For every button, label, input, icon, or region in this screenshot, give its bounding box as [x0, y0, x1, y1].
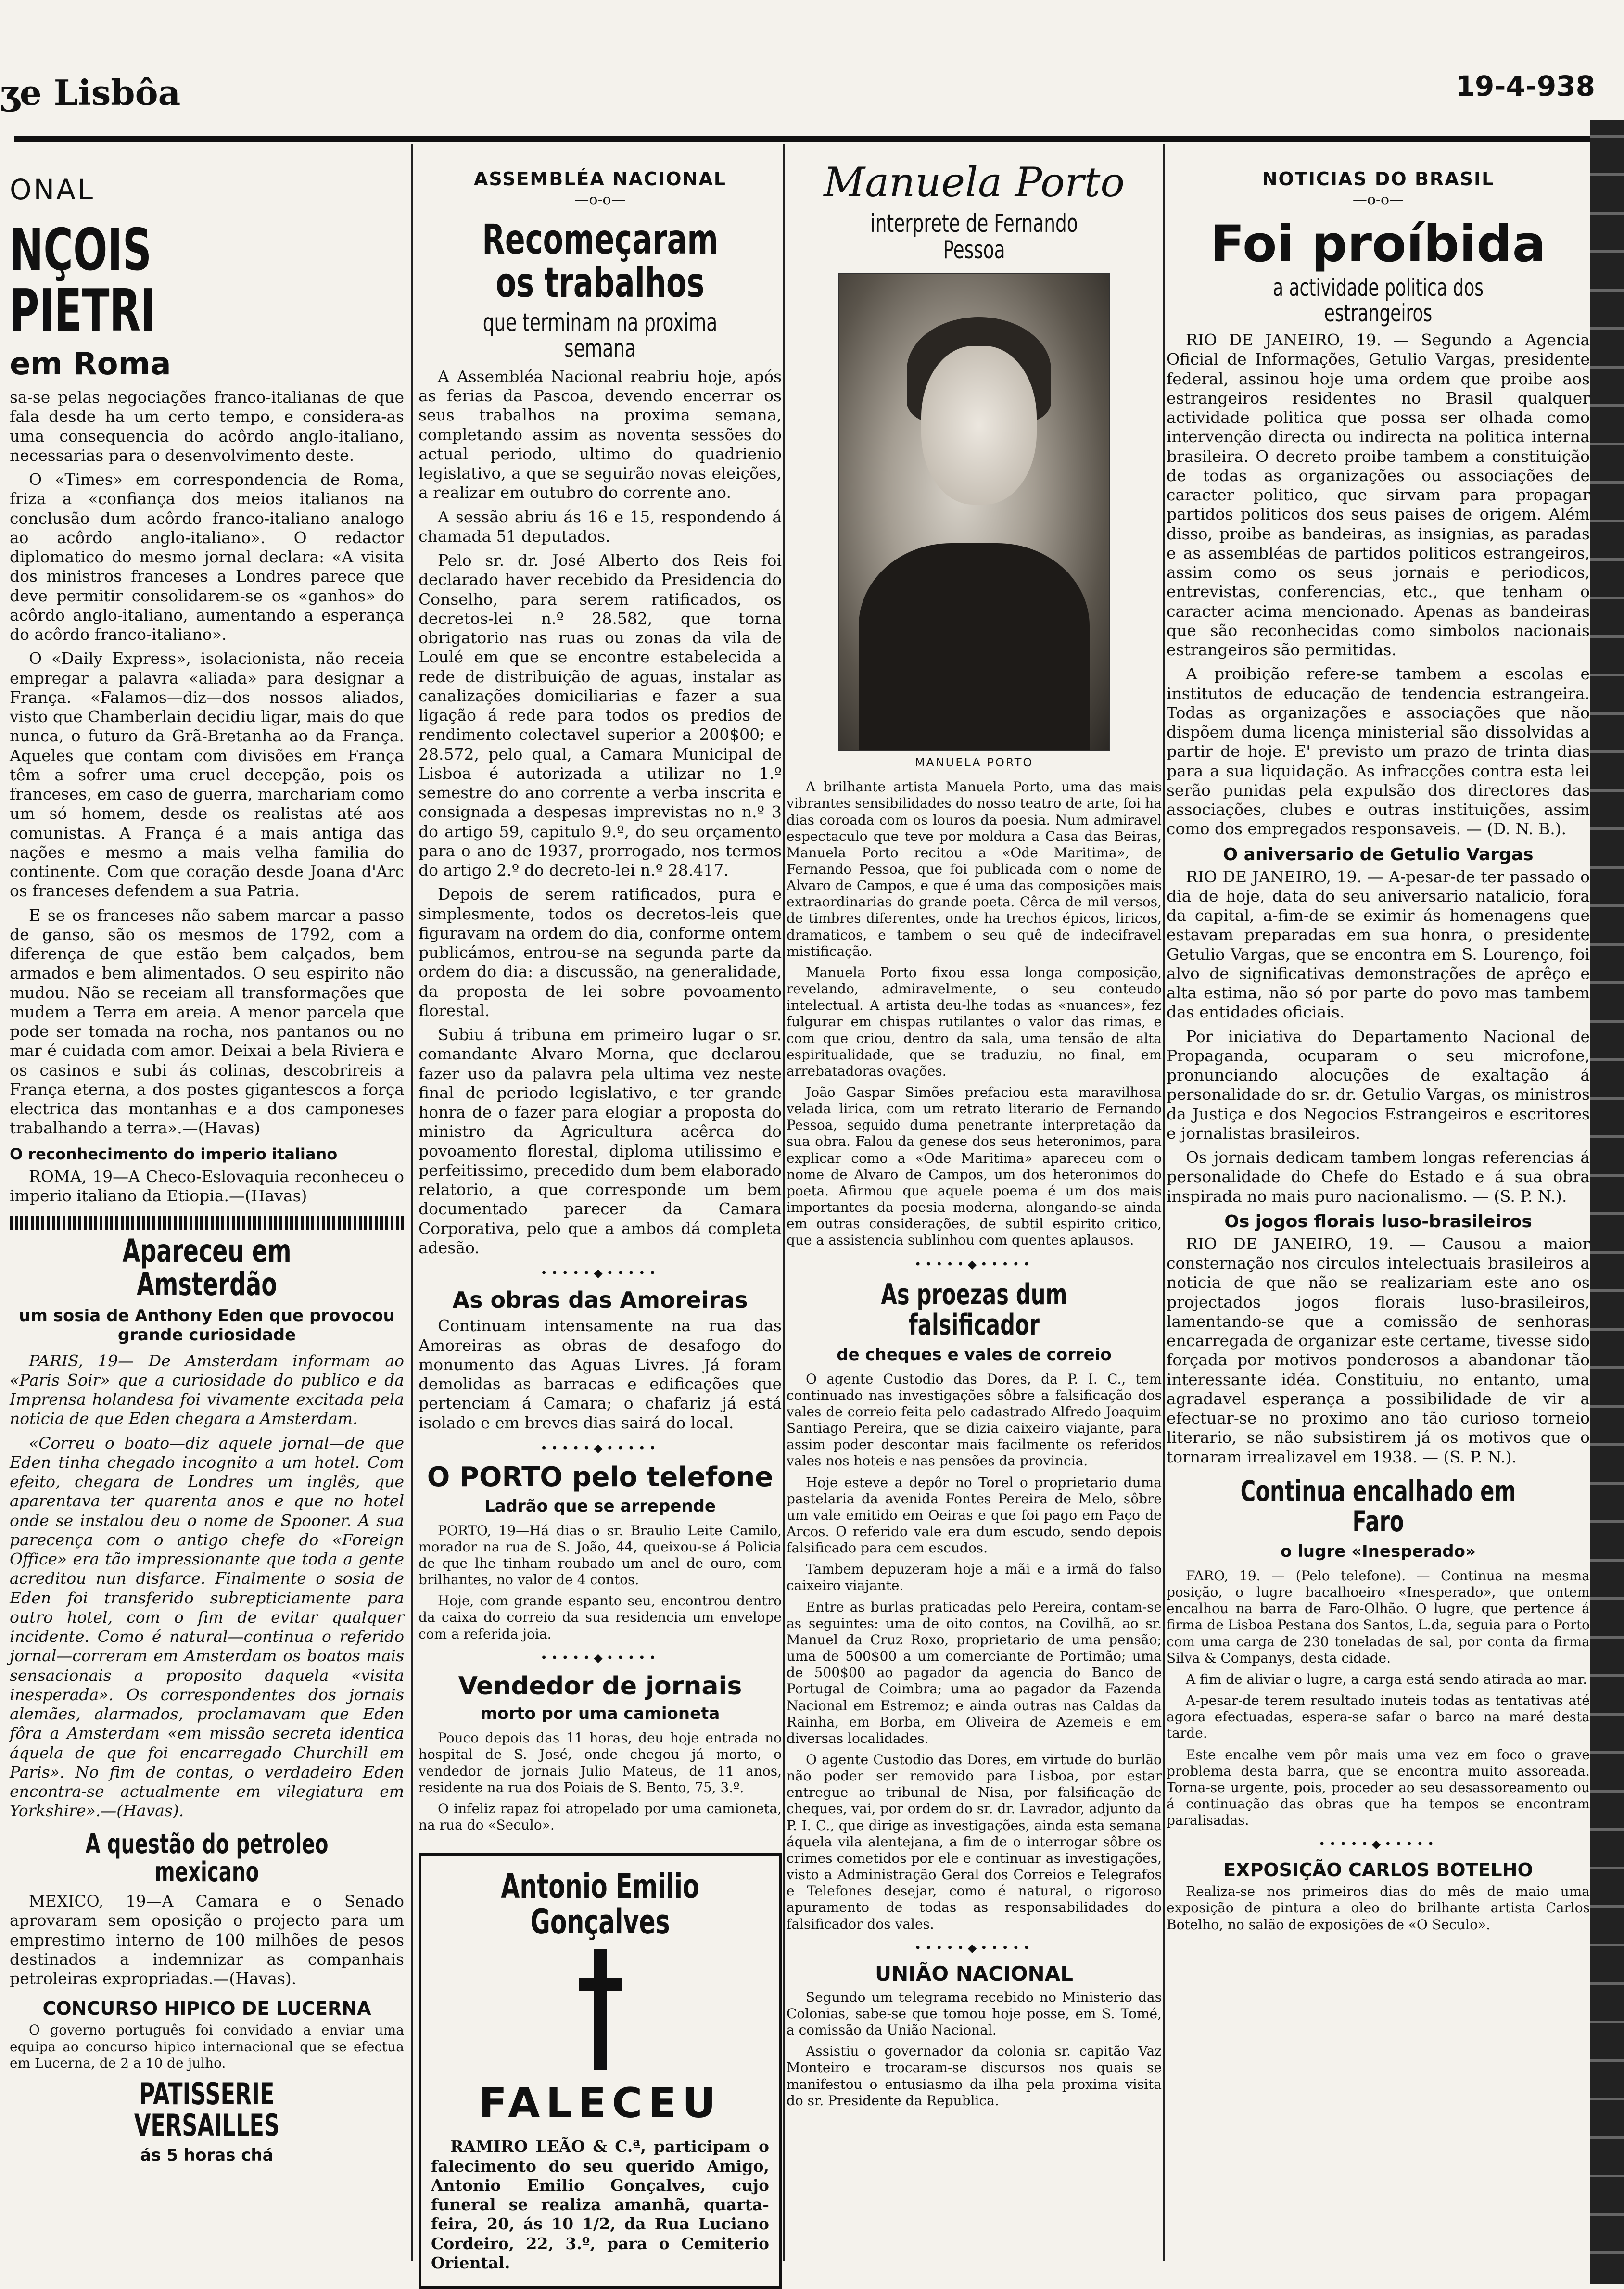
advert-subtitle: ás 5 horas chá — [140, 2146, 274, 2165]
separator: •••••◆••••• — [540, 1441, 660, 1455]
article-body: FARO, 19. — (Pelo telefone). — Continua na mesma posição, o lugre bacalhoeiro «Inesperado», que ontem encalhou na barra de Faro-Olhão. O lugre, que pertence á firma de Lisboa Pestana dos Santos, L.da, seguia para o Porto com uma carga de 230 toneladas de sal, por conta da firma Silva & Companys, desta cidade. — [1167, 1567, 1590, 1666]
column-divider — [1163, 144, 1165, 2261]
article-subhead: um sosia de Anthony Eden que provocou grande curiosidade — [19, 1306, 395, 1345]
article-body: João Gaspar Simões prefaciou esta maravilhosa velada lirica, com um retrato literario de Fernando Pessoa, seguido duma penetrante interpretação da sua obra. Falou da genese dos seus heteronimos, para explicar como a «Ode Maritima» apareceu com o nome de Alvaro de Campos, um dos heteronimos do poeta. Afirmou que aquele poema é um dos mais importantes da poesia moderna, alongando-se ainda em outras considerações, de subtil espirito critico, que a assistencia sublinhou com quentes aplausos. — [787, 1084, 1162, 1248]
article-body: Segundo um telegrama recebido no Ministerio das Colonias, sabe-se que tomou hoje posse, em S. Tomé, a comissão da União Nacional. — [787, 1989, 1162, 2038]
article-body: PORTO, 19—Há dias o sr. Braulio Leite Camilo, morador na rua de S. João, 44, queixou-se á Policia de que lhe tinham roubado um anel de ouro, com brilhantes, no valor de 4 contos. — [419, 1522, 782, 1588]
article-body: Pelo sr. dr. José Alberto dos Reis foi declarado haver recebido da Presidencia do Conselho, para serem ratificados, os decretos-lei n.º 28.582, que torna obrigatorio nas ruas ou zonas da vila de Loulé em que se encontre estabelecida a rede de distribuição de aguas, instalar as canalizações domiciliarias e fazer a sua ligação á rede para todos os predios de rendimento colectavel superior a 200$00; e 28.572, pelo qual, a Camara Municipal de Lisboa é autorizada a utilizar no 1.º semestre do ano corrente a verba inscrita e consignada a despesas imprevistas no n.º 3 do artigo 59, capitulo 9.º, do seu orçamento para o ano de 1937, prorrogado, nos termos do artigo 2.º do decreto-lei n.º 28.417. — [419, 551, 782, 880]
masthead-title: ʒe Lisbôa — [0, 72, 181, 113]
article-headline: Vendedor de jornais — [458, 1671, 742, 1701]
portrait-photo — [838, 273, 1110, 751]
article-body: A sessão abriu ás 16 e 15, respondendo á chamada 51 deputados. — [419, 507, 782, 546]
article-body: RIO DE JANEIRO, 19. — Segundo a Agencia Oficial de Informações, Getulio Vargas, presidente federal, assinou hoje uma ordem que proibe aos estrangeiros residentes no Brasil qualquer actividade politica que possa ser olhada como intervenção directa ou indirecta na politica interna brasileira. O decreto proibe tambem a constituição de todas as organizações ou associações de caracter politico, que sirvam para propagar partidos politicos dos seus paises de origem. Além disso, proibe as bandeiras, as insignias, as paradas e as assembléas de partidos politicos estrangeiros, assim como os seus jornais e periodicos, entrevistas, conferencias, etc., que tenham o caracter acima mencionado. Apenas as bandeiras que são reconhecidas como simbolos nacionais estrangeiros são permitidas. — [1167, 331, 1590, 660]
column-3 — [787, 149, 1162, 2256]
article-body: O agente Custodio das Dores, da P. I. C., tem continuado nas investigações sôbre a falsificação dos vales de correio feita pelo cadastrado Alfredo Joaquim Santiago Pereira, que se dizia caixeiro viajante, para assim poder descontar mais facilmente os referidos vales nos hoteis e nas pensões da provincia. — [787, 1371, 1162, 1469]
article-body: Hoje esteve a depôr no Torel o proprietario duma pastelaria da avenida Fontes Pereira de Melo, sôbre um vale emitido em Oeiras e que foi pago em Paço de Arcos. O referido vale era dum escudo, sendo depois falsificado para cem escudos. — [787, 1474, 1162, 1556]
column-divider — [411, 144, 413, 2261]
article-headline: As proezas dum falsificador — [881, 1277, 1067, 1342]
subhead: que terminam na proxima semana — [482, 308, 718, 364]
article-body: O infeliz rapaz foi atropelado por uma camioneta, na rua do «Seculo». — [419, 1800, 782, 1833]
article-body: O «Times» em correspondencia de Roma, friza a «confiança dos meios italianos na conclusão dum acôrdo franco-italiano analogo ao acôrdo anglo-italiano». O redactor diplomatico do mesmo jornal declara: «A visita dos ministros franceses a Londres parece que deve permitir consolidarem-se os «ganhos» do acôrdo anglo-italiano, aumentando a esperança do acôrdo franco-italiano». — [10, 470, 404, 644]
article-body: RIO DE JANEIRO, 19. — A-pesar-de ter passado o dia de hoje, data do seu aniversario natalicio, fora da capital, a-fim-de se eximir ás homenagens que estavam preparadas em sua honra, o presidente Getulio Vargas, que se encontra em S. Lourenço, foi alvo de significativas demonstrações de aprêço e alta estima, não só por parte do povo mas tambem das entidades oficiais. — [1167, 867, 1590, 1022]
article-headline: Os jogos florais luso-brasileiros — [1224, 1211, 1532, 1232]
obituary-title: FALECEU — [479, 2079, 722, 2128]
article-body: ROMA, 19—A Checo-Eslovaquia reconheceu o imperio italiano da Etiopia.—(Havas) — [10, 1167, 404, 1205]
subhead: em Roma — [10, 346, 171, 382]
article-body: A fim de aliviar o lugre, a carga está sendo atirada ao mar. — [1186, 1671, 1587, 1687]
masthead-date: 19-4-938 — [1455, 70, 1595, 102]
article-headline: A questão do petroleo mexicano — [85, 1828, 329, 1888]
article-body: Assistiu o governador da colonia sr. capitão Vaz Monteiro e trocaram-se discursos nos quais se manifestou o entusiasmo da ilha pela proxima visita do sr. Presidente da Republica. — [787, 2043, 1162, 2109]
article-body: RIO DE JANEIRO, 19. — Causou a maior consternação nos circulos intelectuais brasileiros a noticia de que não se realizariam este ano os projectados jogos florais luso-brasileiros, lamentando-se que a comissão de senhoras encarregada de organizar este certame, tivesse sido forçada por motivos ponderosos a abandonar tão interessante idéa. Constituiu, no entanto, uma agradavel esperança a possibilidade de vir a efectuar-se no proximo ano tão curioso torneio literario, se não subsistirem já os motivos que o tornaram irrealizavel em 1938. — (S. P. N.). — [1167, 1234, 1590, 1466]
article-body: Tambem depuzeram hoje a mãi e a irmã do falso caixeiro viajante. — [787, 1561, 1162, 1594]
separator: •••••◆••••• — [540, 1651, 660, 1665]
article-body: A Assembléa Nacional reabriu hoje, após as ferias da Pascoa, devendo encerrar os seus trabalhos na proxima semana, completando assim as noventa sessões do actual periodo, ultimo do quadrienio legislativo, a que se seguirão novas eleições, a realizar em outubro do corrente ano. — [419, 367, 782, 502]
obituary-name: Antonio Emilio Gonçalves — [501, 1867, 699, 1942]
article-headline: O reconhecimento do imperio italiano — [10, 1144, 338, 1163]
article-body: E se os franceses não sabem marcar a passo de ganso, são os mesmos de 1792, com a diferença de que estão bem calçados, bem armados e bem alimentados. O seu espirito não mudou. Não se receiam all transformações que mudem a Terra em areia. A menor parcela que pode ser tomada na rocha, nos pantanos ou no mar é cuidada com amor. Deixai a bela Riviera e os casinos e subi ás colinas, descobrireis a França eterna, a dos postes gigantescos a força electrica das montanhas e a dos camponeses trabalhando a terra».—(Havas) — [10, 905, 404, 1138]
column-4 — [1167, 149, 1590, 2256]
separator — [10, 1216, 404, 1230]
article-body: «Correu o boato—diz aquele jornal—de que Eden tinha chegado incognito a um hotel. Com efeito, chegara de Londres um inglês, que aparentava ter quarenta anos e que no hotel onde se instalou deu o nome de Spooner. A sua parecença com o antigo chefe do «Foreign Office» era tão impressionante que toda a gente acreditou nun disfarce. Finalmente o sosia de Eden foi transferido subrepticiamente para outro hotel, com o fim de evitar qualquer incidente. Como é natural—continua o referido jornal—correram em Amsterdam os boatos mais sensacionais a proposito daquela «visita inesperada». Os correspondentes dos jornais alemães, alarmados, proclamavam que Eden fôra a Amsterdam «em missão secreta identica áquela de que foi encarregado Churchill em Paris». No fim de contas, o verdadeiro Eden encontra-se actualmente em vilegiatura em Yorkshire».—(Havas). — [10, 1433, 404, 1820]
article-headline: CONCURSO HIPICO DE LUCERNA — [42, 1998, 371, 2020]
column-1 — [10, 149, 404, 2256]
article-body: A proibição refere-se tambem a escolas e institutos de educação de tendencia estrangeira. Todas as organizações e associações que não dispõem duma licença ministerial são dissolvidas a partir de hoje. E' previsto um prazo de trinta dias para a sua liquidação. As infracções contra esta lei serão punidas pela expulsão dos directores das associações, clubes e outras instituições, assim como dos empregados responsaveis. — (D. N. B.). — [1167, 664, 1590, 839]
section-title: ONAL — [10, 173, 95, 206]
section-title: ASSEMBLÉA NACIONAL — [474, 168, 726, 190]
article-subhead: de cheques e vales de correio — [837, 1345, 1112, 1364]
subhead: interprete de Fernando Pessoa — [870, 209, 1078, 265]
masthead-rule — [14, 136, 1610, 142]
headline: Recomeçaram os trabalhos — [482, 216, 718, 307]
separator: •••••◆••••• — [540, 1266, 660, 1280]
article-body: Hoje, com grande espanto seu, encontrou dentro da caixa do correio da sua residencia um envelope com a referida joia. — [419, 1593, 782, 1642]
subhead: a actividade politica dos estrangeiros — [1272, 274, 1484, 327]
article-subhead: Ladrão que se arrepende — [484, 1496, 716, 1516]
article-headline: UNIÃO NACIONAL — [875, 1961, 1073, 1985]
article-body: O agente Custodio das Dores, em virtude do burlão não poder ser removido para Lisboa, por estar entregue ao tribunal de Nisa, por falsificação de cheques, vai, por ordem do sr. dr. Lavrador, adjunto da P. I. C., que dirige as investigações, ainda esta semana áquela vila alentejana, a fim de o interrogar sôbre os crimes cometidos por ele e continuar as investigações, visto a Administração Geral dos Correios e Telegrafos e Telefones desejar, como é natural, o rigoroso apuramento de todas as responsabilidades do falsificador dos vales. — [787, 1752, 1162, 1932]
article-body: Este encalhe vem pôr mais uma vez em foco o grave problema desta barra, que se encontra muito assoreada. Torna-se urgente, pois, proceder ao seu desassoreamento ou á continuação das obras que ha tempos se encontram paralisadas. — [1167, 1746, 1590, 1829]
headline: Manuela Porto — [824, 159, 1125, 206]
separator: •••••◆••••• — [914, 1941, 1034, 1955]
article-body: sa-se pelas negociações franco-italianas de que fala desde ha um certo tempo, e considera-as uma consequencia do acôrdo anglo-italiano, necessarias para o desenvolvimento deste. — [10, 388, 404, 465]
article-body: O «Daily Express», isolacionista, não receia empregar a palavra «aliada» para designar a França. «Falamos—diz—dos nossos aliados, visto que Chamberlain decidiu ligar, mais do que nunca, o futuro da Grã-Bretanha ao da França. Aqueles que contam com divisões em França têm a sofrer uma cruel decepção, pois os franceses, em caso de guerra, marchariam como um só homem, desde os realistas até aos comunistas. A França é a mais antiga das nações e mesmo a mais velha familia do continente. Com que coração desde Joana d'Arc os franceses defendem a sua Patria. — [10, 649, 404, 901]
article-body: Continuam intensamente na rua das Amoreiras as obras de desafogo do monumento das Aguas Livres. Já foram demolidas as barracas e edificações que pertenciam á Camara; o chafariz já está isolado e em breves dias sairá do local. — [419, 1316, 782, 1432]
ornament: —o-o— — [574, 191, 626, 208]
article-body: A-pesar-de terem resultado inuteis todas as tentativas até agora efectuadas, espera-se safar o barco na maré desta tarde. — [1167, 1692, 1590, 1742]
article-body: Os jornais dedicam tambem longas referencias á personalidade do Chefe do Estado e á sua obra inspirada no mais puro nacionalismo. — (S. P. N.). — [1167, 1148, 1590, 1206]
article-body: O governo português foi convidado a enviar uma equipa ao concurso hipico internacional que se efectua em Lucerna, de 2 a 10 de julho. — [10, 2022, 404, 2071]
article-body: Pouco depois das 11 horas, deu hoje entrada no hospital de S. José, onde chegou já morto, o vendedor de jornais Julio Mateus, de 11 anos, residente na rua dos Poiais de S. Bento, 75, 3.º. — [419, 1730, 782, 1795]
article-body: Realiza-se nos primeiros dias do mês de maio uma exposição de pintura a oleo do brilhante artista Carlos Botelho, no salão de exposições de «O Seculo». — [1167, 1883, 1590, 1933]
article-body: Por iniciativa do Departamento Nacional de Propaganda, ocuparam o seu microfone, pronunciando alocuções de exaltação á personalidade do sr. dr. Getulio Vargas, os ministros da Justiça e dos Negocios Estrangeiros e escritores e jornalistas brasileiros. — [1167, 1027, 1590, 1143]
ornament: —o-o— — [1352, 191, 1404, 208]
cross-icon — [579, 1949, 622, 2070]
photo-caption: MANUELA PORTO — [914, 756, 1034, 770]
article-body: Subiu á tribuna em primeiro lugar o sr. comandante Alvaro Morna, que declarou fazer uso da palavra pela ultima vez neste final de periodo legislativo, e ter grande honra de o fazer para elogiar a proposta do ministro da Agricultura acêrca do povoamento florestal, diploma utilissimo e perfeitissimo, precedido dum bem elaborado relatorio, a que corresponde um bem documentado parecer da Camara Corporativa, pelo que a ambos dá completa adesão. — [419, 1025, 782, 1257]
article-body: A brilhante artista Manuela Porto, uma das mais vibrantes sensibilidades do nosso teatro de arte, foi ha dias coroada com os louros da poesia. Num admiravel espectaculo que teve por moldura a Casa das Beiras, Manuela Porto recitou a «Ode Maritima», de Fernando Pessoa, que foi publicada com o nome de Alvaro de Campos, e que é uma das composições mais extraordinarias do grande poeta. Cêrca de mil versos, de timbres diferentes, onde ha trechos épicos, liricos, dramaticos, e tambem o seu quê de indecifravel mistificação. — [787, 779, 1162, 959]
article-body: Depois de serem ratificados, pura e simplesmente, todos os decretos-leis que figuravam na ordem do dia, conforme ontem publicámos, entrou-se na segunda parte da ordem do dia: a discussão, na generalidade, da proposta de lei sobre povoamento florestal. — [419, 885, 782, 1020]
advert-title: PATISSERIE VERSAILLES — [134, 2076, 280, 2143]
column-2 — [419, 149, 782, 2272]
column-divider — [783, 144, 785, 2261]
section-title: NOTICIAS DO BRASIL — [1262, 168, 1495, 190]
article-headline: O PORTO pelo telefone — [427, 1461, 774, 1493]
headline: Foi proíbida — [1210, 215, 1546, 273]
headline: NÇOIS PIETRI — [10, 217, 156, 344]
article-body: Entre as burlas praticadas pelo Pereira, contam-se as seguintes: uma de oito contos, na Covilhã, ao sr. Manuel da Cruz Roxo, proprietario de uma pensão; uma de 500$00 a um comerciante de Portimão; uma de 500$00 ao pagador da agencia do Banco de Portugal de Coimbra; uma ao pagador da Fazenda Nacional em Estremoz; e ainda outras nas Caldas da Rainha, em Borba, em Oliveira de Azemeis e em diversas localidades. — [787, 1599, 1162, 1746]
separator: •••••◆••••• — [914, 1257, 1034, 1271]
article-headline: Apareceu em Amsterdão — [122, 1233, 292, 1303]
obituary-text: RAMIRO LEÃO & C.ª, participam o falecimento do seu querido Amigo, Antonio Emilio Gonçalves, cujo funeral se realiza amanhã, quarta-feira, 20, ás 10 1/2, da Rua Luciano Cordeiro, 22, 3.º, para o Cemiterio Oriental. — [431, 2137, 769, 2272]
scan-edge — [1590, 120, 1624, 2284]
article-body: PARIS, 19— De Amsterdam informam ao «Paris Soir» que a curiosidade do publico e da Imprensa holandesa foi vivamente excitada pela noticia de que Eden chegara a Amsterdam. — [10, 1351, 404, 1428]
article-headline: O aniversario de Getulio Vargas — [1223, 844, 1534, 865]
article-headline: As obras das Amoreiras — [452, 1287, 748, 1313]
article-body: MEXICO, 19—A Camara e o Senado aprovaram sem oposição o projecto para um emprestimo interno de 100 milhões de pesos destinados a indemnizar as companhais petroleiras expropriadas.—(Havas). — [10, 1892, 404, 1988]
article-headline: Continua encalhado em Faro — [1240, 1474, 1516, 1539]
article-body: Manuela Porto fixou essa longa composição, revelando, admiravelmente, o seu conteudo intelectual. A artista deu-lhe todas as «nuances», fez fulgurar em chispas rutilantes o valor das rimas, e com que criou, dentro da sala, uma tensão de alta espiritualidade, que se traduziu, no final, em arrebatadoras ovações. — [787, 964, 1162, 1079]
article-subhead: morto por uma camioneta — [480, 1704, 720, 1724]
obituary-box — [419, 1853, 782, 2289]
article-subhead: o lugre «Inesperado» — [1281, 1541, 1476, 1561]
separator: •••••◆••••• — [1318, 1837, 1438, 1851]
article-headline: EXPOSIÇÃO CARLOS BOTELHO — [1223, 1859, 1533, 1881]
